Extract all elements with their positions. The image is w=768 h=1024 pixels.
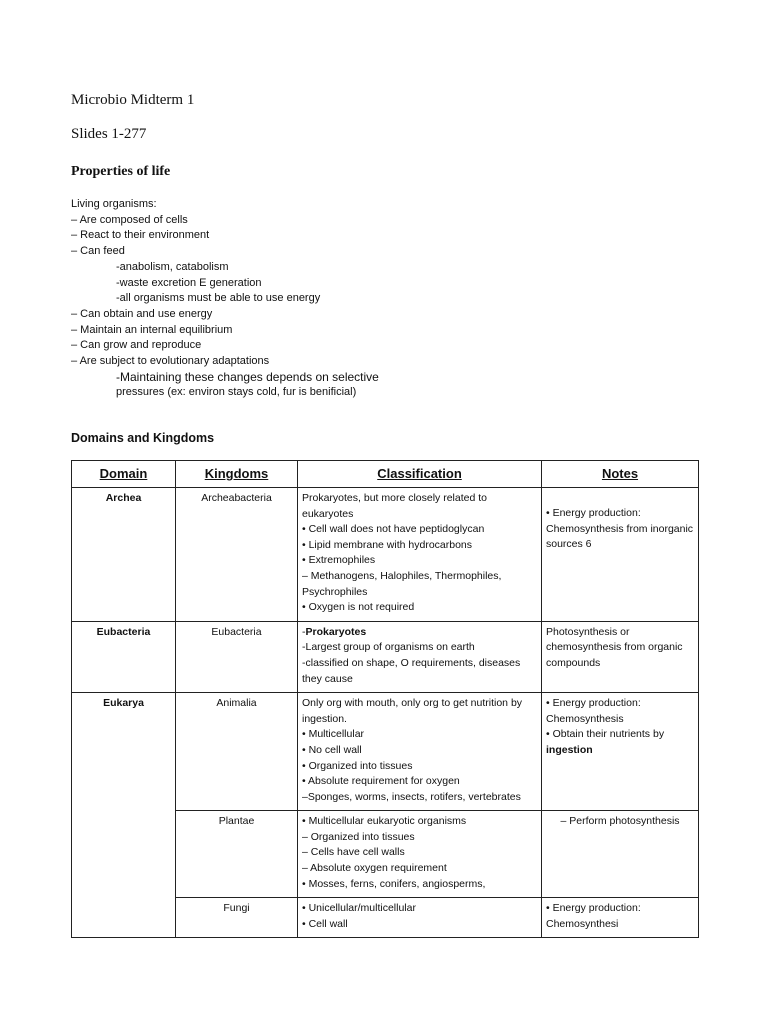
- domain-cell: Archea: [72, 488, 176, 622]
- classification-line: • Lipid membrane with hydrocarbons: [302, 538, 473, 551]
- column-header-domain: Domain: [72, 461, 176, 488]
- kingdom-cell: Animalia: [176, 693, 298, 811]
- kingdom-cell: Eubacteria: [176, 621, 298, 692]
- notes-line: • Obtain their nutrients by: [546, 728, 665, 741]
- classification-line: – Organized into tissues: [302, 830, 415, 843]
- domain-cell: Eubacteria: [72, 621, 176, 692]
- classification-line: -Largest group of organisms on earth: [302, 641, 475, 654]
- notes-cell: [542, 488, 699, 622]
- classification-line: • Oxygen is not required: [302, 601, 415, 614]
- classification-line: • Extremophiles: [302, 554, 376, 567]
- domains-heading: Domains and Kingdoms: [71, 431, 215, 445]
- doc-subtitle: Slides 1-277: [71, 126, 147, 142]
- list-subline: -Maintaining these changes depends on selective: [116, 369, 379, 384]
- classification-line: • Multicellular: [302, 728, 365, 741]
- list-line: – Are composed of cells: [71, 213, 188, 226]
- list-line: – Can grow and reproduce: [71, 339, 202, 352]
- classification-line: • No cell wall: [302, 743, 362, 756]
- classification-bold: Prokaryotes: [305, 625, 367, 638]
- notes-line: • Energy production: Chemosynthesis: [546, 697, 641, 725]
- list-subline: -all organisms must be able to use energy: [116, 292, 321, 305]
- notes-cell: [542, 693, 699, 811]
- list-line: – React to their environment: [71, 229, 210, 242]
- notes-line: – Perform photosynthesis: [560, 815, 680, 828]
- list-subline: pressures (ex: environ stays cold, fur is benificial): [116, 386, 357, 399]
- doc-title: Microbio Midterm 1: [71, 92, 195, 108]
- notes-line: • Energy production: Chemosynthesi: [546, 902, 641, 930]
- notes-line: Photosynthesis or chemosynthesis from organic compounds: [546, 625, 683, 669]
- classification-line: • Multicellular eukaryotic organisms: [302, 815, 467, 828]
- list-line: – Can feed: [71, 245, 125, 258]
- classification-line: –Sponges, worms, insects, rotifers, vertebrates: [302, 790, 521, 803]
- list-line: Living organisms:: [71, 198, 157, 210]
- list-line: – Maintain an internal equilibrium: [71, 323, 233, 336]
- classification-line: – Methanogens, Halophiles, Thermophiles, Psychrophiles: [302, 569, 502, 598]
- classification-line: [302, 625, 537, 641]
- kingdom-cell: Fungi: [176, 898, 298, 938]
- classification-cell: [298, 488, 542, 622]
- list-line: – Are subject to evolutionary adaptations: [71, 355, 270, 368]
- classification-line: • Cell wall: [302, 917, 348, 930]
- classification-line: • Unicellular/multicellular: [302, 902, 416, 915]
- classification-line: • Organized into tissues: [302, 759, 413, 772]
- classification-cell: [298, 898, 542, 938]
- properties-heading: Properties of life: [71, 164, 171, 179]
- classification-line: • Mosses, ferns, conifers, angiosperms,: [302, 877, 486, 890]
- kingdom-cell: Archeabacteria: [176, 488, 298, 622]
- column-header-classification: Classification: [298, 461, 542, 488]
- list-subline: -waste excretion E generation: [116, 276, 262, 289]
- notes-bold: ingestion: [546, 743, 593, 756]
- notes-cell: [542, 898, 699, 938]
- column-header-notes: Notes: [542, 461, 699, 488]
- list-line: – Can obtain and use energy: [71, 307, 213, 320]
- classification-cell: [298, 811, 542, 898]
- classification-line: • Absolute requirement for oxygen: [302, 775, 460, 788]
- classification-line: -classified on shape, O requirements, diseases they cause: [302, 656, 521, 685]
- list-subline: -anabolism, catabolism: [116, 260, 229, 273]
- table-row: [72, 693, 699, 811]
- domain-cell: Eukarya: [72, 693, 176, 938]
- classification-cell: [298, 621, 542, 692]
- kingdom-cell: Plantae: [176, 811, 298, 898]
- domains-table: [71, 460, 699, 938]
- notes-cell: [542, 811, 699, 898]
- properties-list: [71, 197, 379, 401]
- table-header-row: [72, 461, 699, 488]
- notes-cell: [542, 621, 699, 692]
- classification-line: – Cells have cell walls: [302, 846, 405, 859]
- notes-line: • Energy production: Chemosynthesis from inorganic sources 6: [546, 507, 694, 551]
- classification-prefix: -: [302, 625, 306, 638]
- classification-line: Prokaryotes, but more closely related to eukaryotes: [302, 492, 488, 520]
- table-row: [72, 621, 699, 692]
- table-row: [72, 488, 699, 622]
- classification-cell: [298, 693, 542, 811]
- classification-line: – Absolute oxygen requirement: [302, 862, 447, 875]
- classification-line: Only org with mouth, only org to get nutrition by ingestion.: [302, 697, 523, 725]
- classification-line: • Cell wall does not have peptidoglycan: [302, 523, 485, 536]
- column-header-kingdoms: Kingdoms: [176, 461, 298, 488]
